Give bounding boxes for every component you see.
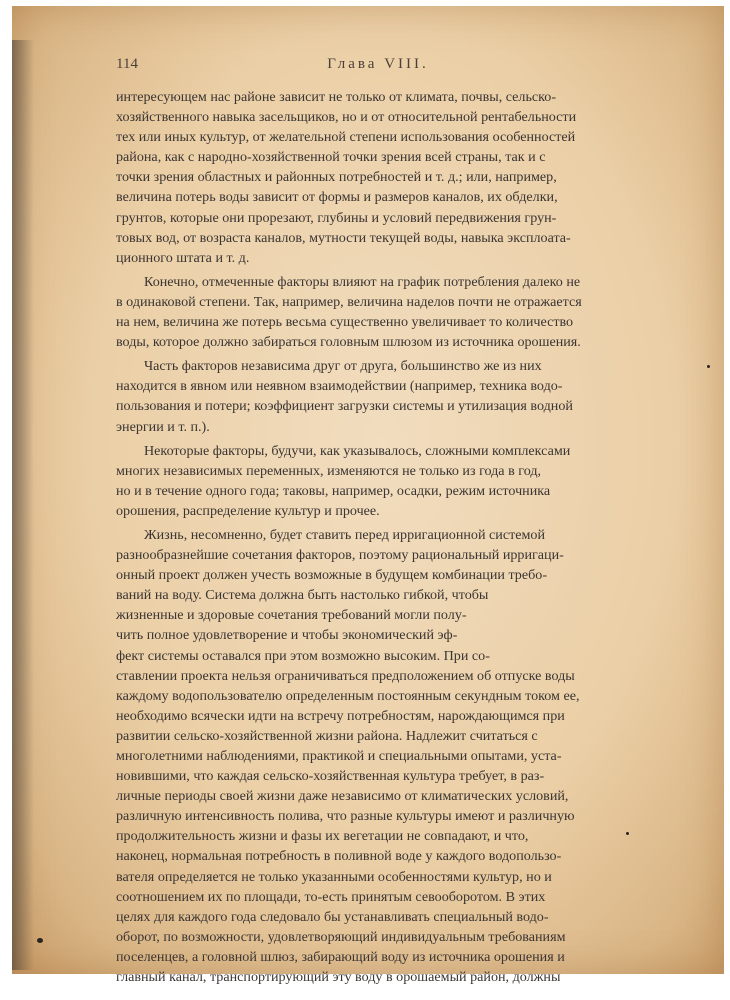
paragraph — [116, 272, 640, 352]
text-line: целях для каждого года следовало бы устанавливать специальный водо- — [116, 908, 549, 925]
text-line: района, как с народно-хозяйственной точки зрения всей страны, так и с — [116, 149, 546, 166]
text-line: чить полное удовлетворение и чтобы экономический эф- — [116, 627, 458, 644]
paragraph — [116, 87, 640, 268]
text-line: соотношением их по площади, то-есть принятым севооборотом. В этих — [116, 888, 546, 905]
text-line: наконец, нормальная потребность в поливной воде у каждого водопользо- — [116, 848, 562, 865]
text-line: Жизнь, несомненно, будет ставить перед ирригационной системой — [144, 526, 546, 543]
text-line: воды, которое должно забираться головным шлюзом из источника орошения. — [116, 334, 581, 351]
text-line: грунтов, которые они прорезают, глубины и условий передвижения грун- — [116, 209, 557, 226]
text-line: оборот, по возможности, удовлетворяющий индивидуальным требованиям — [116, 928, 566, 945]
body-text — [116, 87, 640, 987]
paragraph — [116, 525, 640, 987]
text-line: ционного штата и т. д. — [116, 249, 250, 266]
text-line: в одинаковой степени. Так, например, величина наделов почти не отражается — [116, 293, 582, 310]
text-line: энергии и т. п.). — [116, 418, 210, 435]
text-line: пользования и потери; коэффициент загрузки системы и утилизация водной — [116, 398, 573, 415]
text-line: но и в течение одного года; таковы, например, осадки, режим источника — [116, 482, 551, 499]
text-line: поселенцев, а головной шлюз, забирающий воду из источника орошения и — [116, 948, 565, 965]
text-line: хозяйственного навыка засельщиков, но и от относительной рентабельности — [116, 109, 577, 126]
text-line: главный канал, транспортирующий эту воду в орошаемый район, должны — [116, 969, 561, 986]
paragraph — [116, 356, 640, 436]
text-line: величина потерь воды зависит от формы и размеров каналов, их обделки, — [116, 189, 558, 206]
chapter-title: Глава VIII. — [327, 56, 429, 72]
text-line: интересующем нас районе зависит не только от климата, почвы, сельско- — [116, 89, 557, 105]
page-number: 114 — [116, 56, 138, 72]
text-line: Конечно, отмеченные факторы влияют на график потребления далеко не — [144, 273, 581, 290]
text-line: различную интенсивность полива, что разные культуры имеют и различную — [116, 808, 575, 825]
text-line: орошения, распределение культур и прочее. — [116, 502, 380, 519]
text-line: тех или иных культур, от желательной степени использования особенностей — [116, 129, 576, 146]
paragraph — [116, 441, 640, 521]
text-line: вателя определяется не только указанными особенностями культур, но и — [116, 868, 552, 885]
text-line: разнообразнейшие сочетания факторов, поэтому рациональный ирригаци- — [116, 547, 564, 564]
text-line: Часть факторов независима друг от друга, большинство же из них — [144, 358, 542, 375]
text-line: онный проект должен учесть возможные в будущем комбинации требо- — [116, 567, 548, 584]
running-header — [116, 56, 640, 78]
text-line: на нем, величина же потерь весьма существенно увеличивает то количество — [116, 314, 574, 331]
text-line: новившими, что каждая сельско-хозяйственная культура требует, в раз- — [116, 768, 545, 785]
text-line: жизненные и здоровые сочетания требований могли полу- — [116, 607, 467, 624]
text-line: многих независимых переменных, изменяются не только из года в год, — [116, 462, 542, 479]
text-line: каждому водопользователю определенным постоянным секундным током ее, — [116, 687, 580, 704]
text-line: ставлении проекта нельзя ограничиваться предположением об отпуске воды — [116, 667, 575, 684]
text-line: точки зрения областных и районных потребностей и т. д.; или, например, — [116, 169, 557, 186]
text-line: развитии сельско-хозяйственной жизни района. Надлежит считаться с — [116, 727, 538, 744]
text-line: товых вод, от возраста каналов, мутности текущей воды, навыка эксплоата- — [116, 229, 571, 246]
text-line: продолжительность жизни и фазы их вегетации не совпадают, и что, — [116, 828, 529, 845]
text-line: Некоторые факторы, будучи, как указывалось, сложными комплексами — [144, 442, 571, 459]
scan-edge-shadow — [12, 40, 34, 970]
text-line: личные периоды своей жизни даже независимо от климатических условий, — [116, 788, 569, 805]
text-line: ваний на воду. Система должна быть настолько гибкой, чтобы — [116, 587, 489, 604]
text-line: фект системы оставался при этом возможно высоким. При со- — [116, 647, 490, 664]
ink-spot — [707, 365, 710, 368]
text-line: необходимо всячески идти на встречу потребностям, нарождающимся при — [116, 707, 565, 724]
ink-spot — [37, 938, 43, 943]
text-line: многолетними наблюдениями, практикой и специальными опытами, уста- — [116, 748, 562, 764]
text-line: находится в явном или неявном взаимодействии (например, техника водо- — [116, 378, 563, 395]
